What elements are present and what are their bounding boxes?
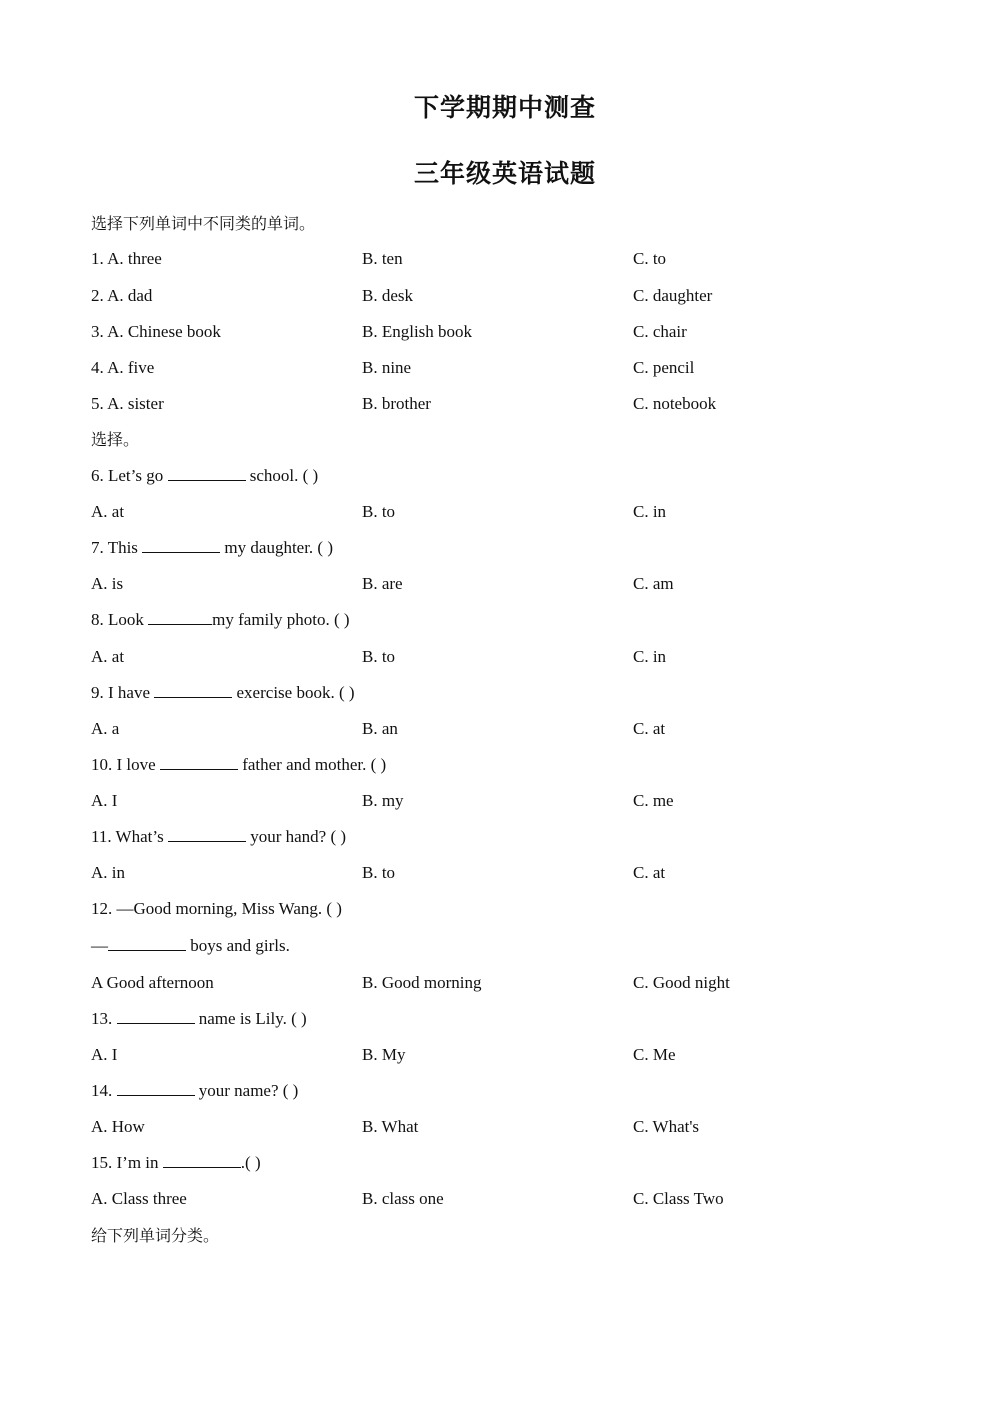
question-number: 2.	[91, 286, 104, 305]
question-10-options	[91, 789, 941, 813]
answer-blank[interactable]	[154, 682, 232, 698]
option-b: B. my	[362, 791, 404, 810]
question-11-stem: 11. What’s your hand? ( )	[91, 827, 347, 846]
option-b: B. desk	[362, 286, 413, 305]
option-b: B. class one	[362, 1189, 444, 1208]
option-a: A. Chinese book	[107, 322, 221, 341]
section-heading-choose: 选择。	[91, 430, 140, 449]
option-a: A Good afternoon	[91, 973, 214, 992]
page-title: 下学期期中测查	[413, 93, 596, 122]
question-12-options	[91, 971, 941, 995]
option-b: B. English book	[362, 322, 473, 341]
section-heading-classify: 给下列单词分类。	[91, 1226, 220, 1245]
answer-blank[interactable]	[168, 826, 246, 842]
question-15-options	[91, 1187, 941, 1211]
question-13-stem: 13. name is Lily. ( )	[91, 1009, 307, 1028]
question-10-stem: 10. I love father and mother. ( )	[91, 755, 387, 774]
answer-blank[interactable]	[163, 1152, 241, 1168]
option-a: A. at	[91, 502, 125, 521]
option-a: A. three	[107, 249, 162, 268]
option-c: C. notebook	[633, 394, 717, 413]
question-5	[91, 392, 941, 416]
question-number: 5.	[91, 394, 104, 413]
option-a: A. five	[107, 358, 155, 377]
option-c: C. daughter	[633, 286, 713, 305]
question-14-stem: 14. your name? ( )	[91, 1081, 299, 1100]
question-9-stem: 9. I have exercise book. ( )	[91, 683, 355, 702]
question-7-stem: 7. This my daughter. ( )	[91, 538, 334, 557]
option-b: B. My	[362, 1045, 406, 1064]
question-6-options	[91, 500, 941, 524]
option-a: A. I	[91, 1045, 118, 1064]
option-c: C. am	[633, 574, 674, 593]
option-c: C. in	[633, 647, 667, 666]
option-a: A. a	[91, 719, 120, 738]
question-number: 3.	[91, 322, 104, 341]
option-a: A. dad	[107, 286, 153, 305]
option-a: A. at	[91, 647, 125, 666]
question-11-options	[91, 861, 941, 885]
answer-blank[interactable]	[142, 537, 220, 553]
option-c: C. at	[633, 719, 666, 738]
option-b: B. an	[362, 719, 398, 738]
option-a: A. How	[91, 1117, 145, 1136]
option-b: B. What	[362, 1117, 419, 1136]
option-b: B. are	[362, 574, 403, 593]
option-a: A. sister	[107, 394, 164, 413]
question-8-stem: 8. Look my family photo. ( )	[91, 610, 350, 629]
question-3	[91, 320, 941, 344]
question-4	[91, 356, 941, 380]
option-b: B. to	[362, 502, 396, 521]
answer-blank[interactable]	[108, 935, 186, 951]
question-12-stem: 12. —Good morning, Miss Wang. ( )	[91, 899, 342, 918]
question-14-options	[91, 1115, 941, 1139]
option-c: C. in	[633, 502, 667, 521]
question-13-options	[91, 1043, 941, 1067]
option-b: B. brother	[362, 394, 431, 413]
option-c: C. pencil	[633, 358, 695, 377]
option-a: A. I	[91, 791, 118, 810]
question-12-reply: — boys and girls.	[91, 936, 290, 955]
option-b: B. to	[362, 647, 396, 666]
question-6-stem: 6. Let’s go school. ( )	[91, 466, 319, 485]
option-c: C. What's	[633, 1117, 700, 1136]
option-b: B. to	[362, 863, 396, 882]
answer-blank[interactable]	[168, 465, 246, 481]
option-c: C. at	[633, 863, 666, 882]
question-number: 1.	[91, 249, 104, 268]
option-a: A. is	[91, 574, 124, 593]
option-a: A. Class three	[91, 1189, 187, 1208]
option-b: B. Good morning	[362, 973, 482, 992]
answer-blank[interactable]	[160, 754, 238, 770]
option-c: C. chair	[633, 322, 687, 341]
option-c: C. me	[633, 791, 674, 810]
section-heading-odd-one-out: 选择下列单词中不同类的单词。	[91, 214, 316, 233]
question-2	[91, 284, 941, 308]
option-c: C. to	[633, 249, 667, 268]
answer-blank[interactable]	[148, 609, 212, 625]
option-c: C. Good night	[633, 973, 730, 992]
answer-blank[interactable]	[117, 1008, 195, 1024]
question-9-options	[91, 717, 941, 741]
option-b: B. nine	[362, 358, 412, 377]
question-7-options	[91, 572, 941, 596]
option-a: A. in	[91, 863, 125, 882]
question-1	[91, 247, 941, 271]
option-c: C. Me	[633, 1045, 676, 1064]
question-15-stem: 15. I’m in .( )	[91, 1153, 261, 1172]
page-subtitle: 三年级英语试题	[413, 159, 596, 188]
question-number: 4.	[91, 358, 104, 377]
answer-blank[interactable]	[117, 1080, 195, 1096]
question-8-options	[91, 645, 941, 669]
option-b: B. ten	[362, 249, 403, 268]
option-c: C. Class Two	[633, 1189, 724, 1208]
